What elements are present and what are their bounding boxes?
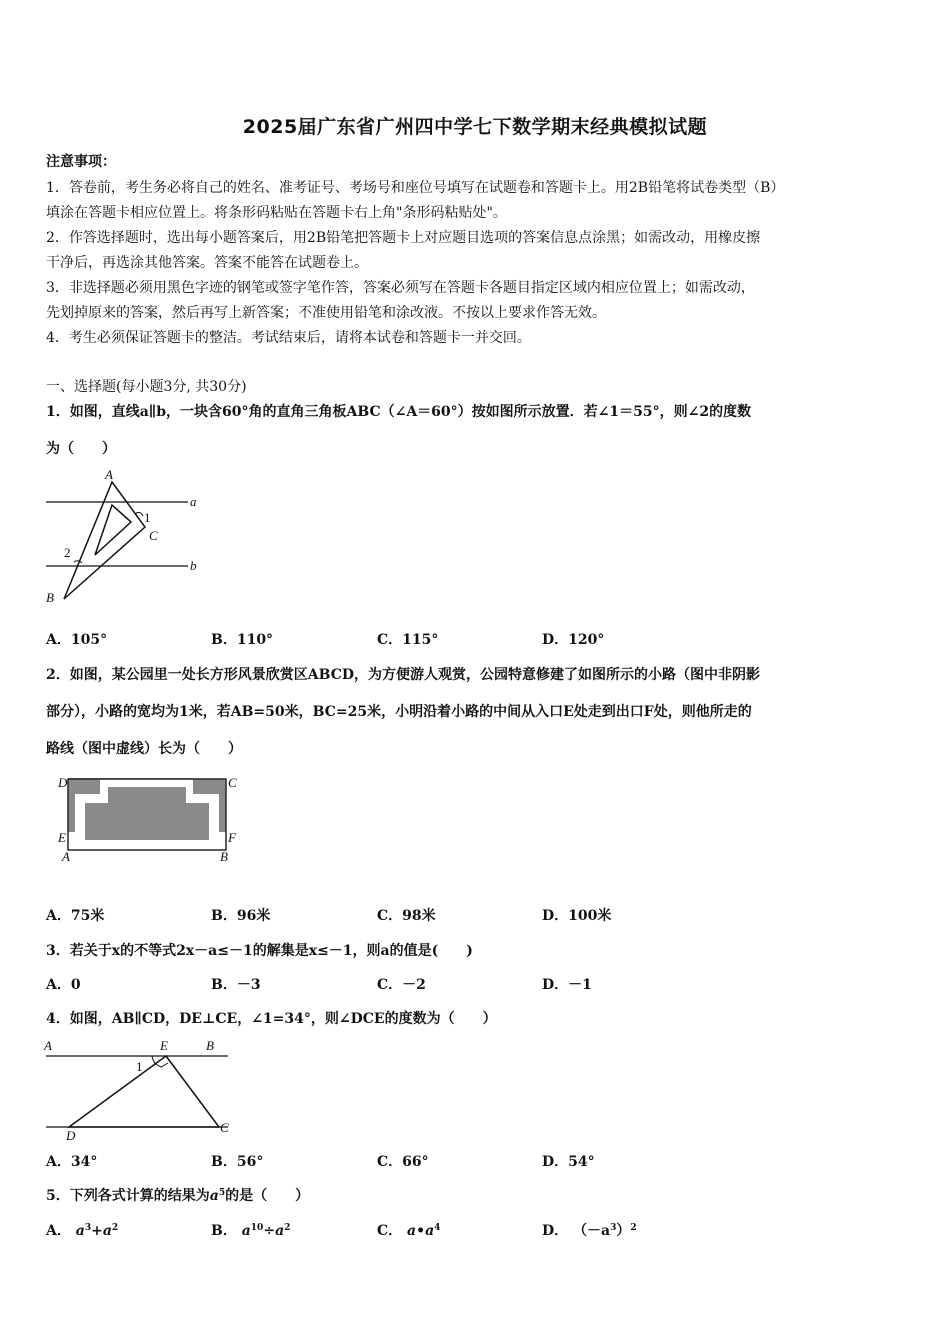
q4-label-C: C xyxy=(220,1120,229,1135)
q3-option-b[interactable]: B．－3 xyxy=(211,977,261,993)
q1-option-a[interactable]: A．105° xyxy=(46,632,108,648)
q3-option-d[interactable]: D．－1 xyxy=(542,977,592,993)
q2-option-d[interactable]: D．100米 xyxy=(542,908,612,924)
q5-option-c[interactable]: C． $a•a^4$ xyxy=(377,1223,441,1239)
q1-label-A: A xyxy=(105,467,113,482)
q1-text: 1．如图，直线a∥b，一块含60°角的直角三角板ABC（∠A＝60°）按如图所示放置．若∠1＝55°，则∠2的度数 xyxy=(46,404,752,420)
q1-label-C: C xyxy=(149,528,158,543)
q1-option-c[interactable]: C．115° xyxy=(377,632,439,648)
notice-line: 3．非选择题必须用黑色字迹的钢笔或签字笔作答，答案必须写在答题卡各题目指定区域内相应位置上；如需改动， xyxy=(46,280,755,296)
q1-label-1: 1 xyxy=(144,510,151,525)
q2-text-cont: 部分），小路的宽均为1米，若AB=50米，BC=25米，小明沿着小路的中间从入口E处走到出口F处，则他所走的 xyxy=(46,704,752,720)
q1-label-B: B xyxy=(46,590,54,605)
q2-label-B: B xyxy=(220,849,228,864)
section-heading: 一、选择题(每小题3分, 共30分) xyxy=(46,379,247,395)
q2-label-C: C xyxy=(228,775,237,790)
q4-option-b[interactable]: B．56° xyxy=(211,1154,264,1170)
q2-option-b[interactable]: B．96米 xyxy=(211,908,271,924)
q5-var: a xyxy=(209,1188,219,1204)
q1-label-2: 2 xyxy=(64,545,71,560)
page-title: 2025届广东省广州四中学七下数学期末经典模拟试题 xyxy=(242,116,708,138)
q1-label-a: a xyxy=(190,494,197,509)
q3-option-a[interactable]: A．0 xyxy=(46,977,81,993)
q2-label-E: E xyxy=(58,830,66,845)
q3-text: 3．若关于x的不等式2x－a≤－1的解集是x≤－1，则a的值是( ) xyxy=(46,943,473,959)
q2-label-F: F xyxy=(228,830,236,845)
q1-figure xyxy=(40,462,210,607)
q5-exp: 5 xyxy=(218,1188,226,1198)
q2-text: 2．如图，某公园里一处长方形风景欣赏区ABCD，为方便游人观赏，公园特意修建了如图所示的小路（图中非阴影 xyxy=(46,667,760,683)
q4-label-B: B xyxy=(206,1038,214,1053)
q5-text-pre: 5．下列各式计算的结果为 xyxy=(46,1188,210,1204)
q4-option-c[interactable]: C．66° xyxy=(377,1154,429,1170)
q5-option-a[interactable]: A． $a^3+a^2$ xyxy=(46,1223,119,1239)
notice-line: 干净后，再选涂其他答案。答案不能答在试题卷上。 xyxy=(46,255,368,271)
notice-line: 先划掉原来的答案，然后再写上新答案；不准使用铅笔和涂改液。不按以上要求作答无效。 xyxy=(46,305,606,321)
q2-option-a[interactable]: A．75米 xyxy=(46,908,105,924)
q5-option-d[interactable]: D． $(-a^3)^2$ xyxy=(542,1223,637,1239)
q2-text-cont: 路线（图中虚线）长为（ ） xyxy=(46,741,242,757)
q4-label-A: A xyxy=(44,1038,52,1053)
q4-option-a[interactable]: A．34° xyxy=(46,1154,98,1170)
q4-label-1: 1 xyxy=(136,1059,143,1074)
q1-label-b: b xyxy=(190,558,197,573)
q2-label-A: A xyxy=(62,849,70,864)
notice-line: 1．答卷前，考生务必将自己的姓名、准考证号、考场号和座位号填写在试题卷和答题卡上。用2B铅笔将试卷类型（B） xyxy=(46,180,785,196)
q4-label-E: E xyxy=(160,1038,168,1053)
q4-label-D: D xyxy=(66,1128,76,1143)
notice-line: 填涂在答题卡相应位置上。将条形码粘贴在答题卡右上角"条形码粘贴处"。 xyxy=(46,205,507,221)
q4-text: 4．如图，AB∥CD，DE⊥CE，∠1=34°，则∠DCE的度数为（ ） xyxy=(46,1011,497,1027)
q5-text xyxy=(46,1186,914,1206)
q2-figure xyxy=(56,770,241,865)
q2-label-D: D xyxy=(58,775,68,790)
q1-option-b[interactable]: B．110° xyxy=(211,632,274,648)
notice-line: 2．作答选择题时，选出每小题答案后，用2B铅笔把答题卡上对应题目选项的答案信息点涂黑；如需改动，用橡皮擦 xyxy=(46,230,761,246)
q1-text-cont: 为（ ） xyxy=(46,441,116,457)
notice-line: 4．考生必须保证答题卡的整洁。考试结束后，请将本试卷和答题卡一并交回。 xyxy=(46,330,531,346)
q3-option-c[interactable]: C．－2 xyxy=(377,977,426,993)
q5-option-b[interactable]: B． $a^{10}\div a^2$ xyxy=(211,1223,291,1239)
q4-option-d[interactable]: D．54° xyxy=(542,1154,595,1170)
q2-option-c[interactable]: C．98米 xyxy=(377,908,436,924)
q1-option-d[interactable]: D．120° xyxy=(542,632,605,648)
notice-heading: 注意事项： xyxy=(46,154,116,170)
q4-figure xyxy=(42,1035,237,1143)
q5-text-post: 的是（ ） xyxy=(225,1188,310,1204)
